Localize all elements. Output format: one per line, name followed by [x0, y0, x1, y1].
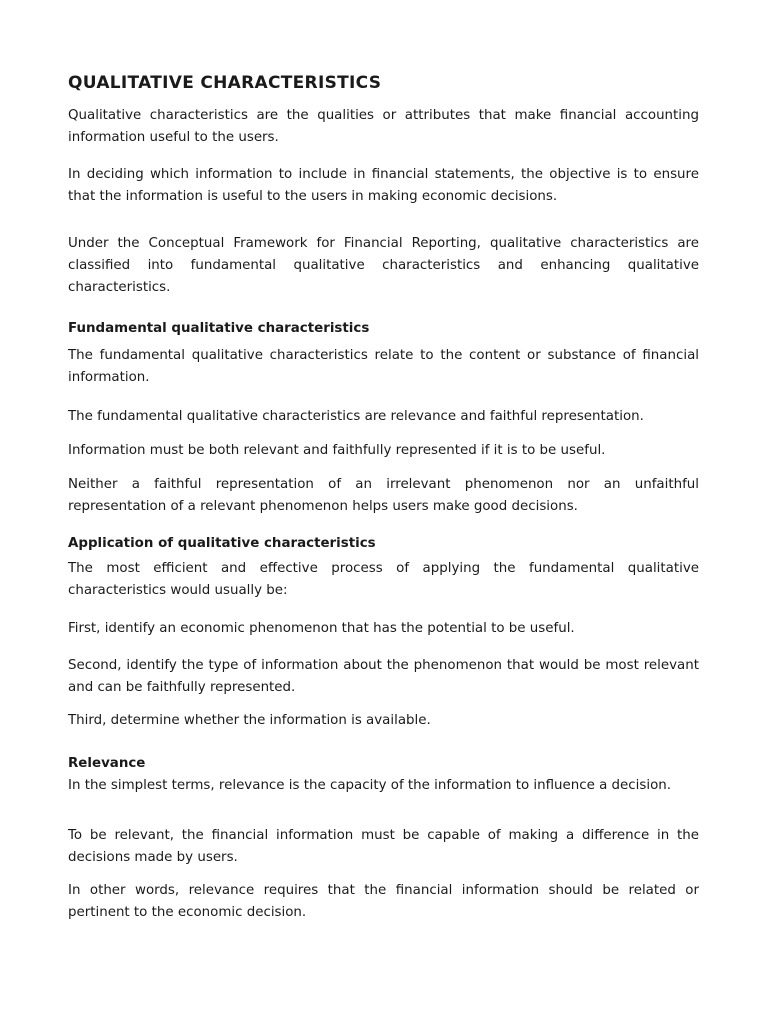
relevance-paragraph-3: In other words, relevance requires that the financial information should be related or pertinent to the economic decision. — [68, 883, 699, 920]
application-paragraph-3: Second, identify the type of information about the phenomenon that would be most relevant and can be faithfully represented. — [68, 658, 699, 695]
section-heading-application: Application of qualitative characteristics — [68, 536, 376, 551]
relevance-paragraph-2: To be relevant, the financial information must be capable of making a difference in the decisions made by users. — [68, 828, 699, 865]
page-title: QUALITATIVE CHARACTERISTICS — [68, 73, 382, 93]
intro-paragraph-1: Qualitative characteristics are the qualities or attributes that make financial accounting information useful to the users. — [68, 108, 699, 145]
fundamental-paragraph-4: Neither a faithful representation of an irrelevant phenomenon nor an unfaithful representation of a relevant phenomenon helps users make good decisions. — [68, 477, 699, 514]
section-heading-relevance: Relevance — [68, 756, 146, 771]
application-paragraph-4: Third, determine whether the information is available. — [68, 713, 431, 728]
application-paragraph-2: First, identify an economic phenomenon that has the potential to be useful. — [68, 621, 575, 636]
section-heading-fundamental: Fundamental qualitative characteristics — [68, 321, 370, 336]
fundamental-paragraph-2: The fundamental qualitative characteristics are relevance and faithful representation. — [68, 409, 644, 424]
application-paragraph-1: The most efficient and effective process of applying the fundamental qualitative characteristics would usually be: — [68, 561, 699, 598]
intro-paragraph-3: Under the Conceptual Framework for Financial Reporting, qualitative characteristics are classified into fundamental qualitative characteristics and enhancing qualitative characteristics. — [68, 236, 699, 295]
relevance-paragraph-1: In the simplest terms, relevance is the capacity of the information to influence a decision. — [68, 778, 672, 793]
intro-paragraph-2: In deciding which information to include in financial statements, the objective is to ensure that the information is useful to the users in making economic decisions. — [68, 167, 699, 204]
fundamental-paragraph-1: The fundamental qualitative characteristics relate to the content or substance of financial information. — [68, 348, 699, 385]
fundamental-paragraph-3: Information must be both relevant and faithfully represented if it is to be useful. — [68, 443, 606, 458]
